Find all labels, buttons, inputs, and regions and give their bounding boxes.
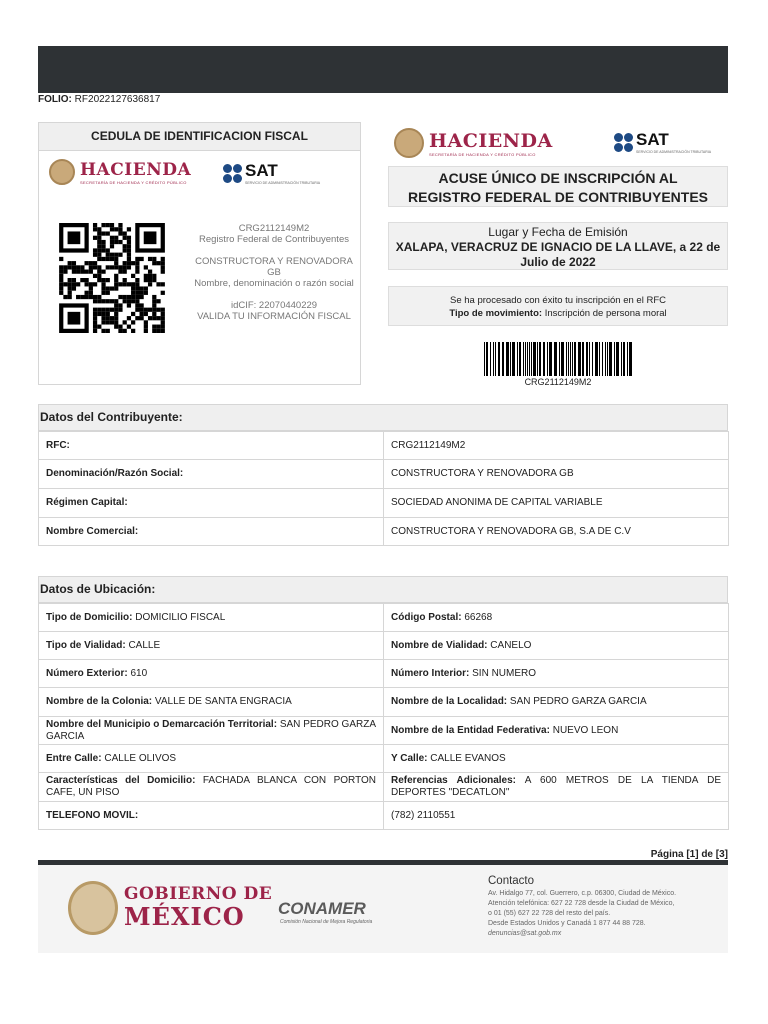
top-banner [38, 46, 728, 93]
table-row [39, 460, 729, 489]
contacto-line: Atención telefónica: 627 22 728 desde la Ciudad de México, [488, 900, 675, 907]
table-row [39, 717, 729, 745]
sat-logo [223, 161, 320, 185]
hacienda-name: HACIENDA [429, 129, 553, 152]
lugar-fecha-box [388, 222, 728, 270]
numero-interior-cell: Número Interior: SIN NUMERO [384, 660, 729, 688]
procesado-box [388, 286, 728, 326]
sat-dots-icon [614, 133, 633, 152]
telefono-value-cell: (782) 2110551 [384, 802, 729, 830]
qr-code-icon [59, 223, 165, 333]
sat-logo [614, 130, 711, 154]
localidad-cell: Nombre de la Localidad: SAN PEDRO GARZA GARCIA [384, 688, 729, 717]
folio [38, 94, 160, 105]
table-row [39, 802, 729, 830]
sat-dots-icon [223, 164, 242, 183]
acuse-logos [388, 124, 728, 166]
conamer-sub: Comisión Nacional de Mejora Regulatoria [280, 919, 373, 925]
table-row [39, 432, 729, 460]
contacto-title: Contacto [488, 875, 535, 887]
barcode-text: CRG2112149M2 [524, 377, 592, 387]
acuse-title-line-1: ACUSE ÚNICO DE INSCRIPCIÓN AL [438, 170, 678, 186]
folio-value: RF2022127636817 [74, 94, 161, 105]
acuse-title-line-2: REGISTRO FEDERAL DE CONTRIBUYENTES [408, 189, 708, 205]
regimen-capital-label: Régimen Capital: [46, 497, 128, 508]
table-row [39, 773, 729, 802]
tipo-vialidad-cell: Tipo de Vialidad: CALLE [39, 632, 384, 660]
numero-exterior-cell: Número Exterior: 610 [39, 660, 384, 688]
table-row [39, 688, 729, 717]
table-row [39, 660, 729, 688]
cedula-info [189, 223, 359, 333]
contribuyente-table [38, 431, 729, 546]
colonia-cell: Nombre de la Colonia: VALLE DE SANTA ENGRACIA [39, 688, 384, 717]
entidad-federativa-cell: Nombre de la Entidad Federativa: NUEVO LEON [384, 717, 729, 745]
rfc-label: RFC: [46, 439, 70, 451]
barcode-icon [482, 342, 634, 378]
cedula-idcif: idCIF: 22070440229 [230, 300, 318, 311]
folio-label: FOLIO: [38, 94, 72, 105]
gobierno-line-1: GOBIERNO DE [124, 884, 273, 904]
hacienda-logo [394, 128, 553, 158]
table-row [39, 604, 729, 632]
regimen-capital-value: SOCIEDAD ANONIMA DE CAPITAL VARIABLE [384, 489, 729, 518]
sat-sub: SERVICIO DE ADMINISTRACIÓN TRIBUTARIA [636, 150, 712, 154]
cedula-name: CONSTRUCTORA Y RENOVADORA GB [195, 256, 353, 278]
contacto-line: Desde Estados Unidos y Canadá 1 877 44 88 728. [488, 920, 646, 927]
y-calle-cell: Y Calle: CALLE EVANOS [384, 745, 729, 773]
lugar-label: Lugar y Fecha de Emisión [488, 225, 628, 239]
sat-sub: SERVICIO DE ADMINISTRACIÓN TRIBUTARIA [245, 181, 321, 185]
tipo-movimiento-label: Tipo de movimiento: [449, 308, 543, 319]
razon-social-label: Denominación/Razón Social: [46, 468, 184, 479]
ubicacion-heading: Datos de Ubicación: [38, 576, 728, 603]
procesado-text: Se ha procesado con éxito tu inscripción en el RFC [450, 295, 666, 306]
acuse-title [388, 166, 728, 207]
lugar-value: XALAPA, VERACRUZ DE IGNACIO DE LA LLAVE, a 22 de Julio de 2022 [395, 240, 721, 269]
cedula-title: CEDULA DE IDENTIFICACION FISCAL [39, 123, 360, 151]
contacto-line: Av. Hidalgo 77, col. Guerrero, c.p. 06300, Ciudad de México. [488, 890, 677, 897]
table-row [39, 745, 729, 773]
tipo-domicilio-cell: Tipo de Domicilio: DOMICILIO FISCAL [39, 604, 384, 632]
contacto [488, 875, 718, 939]
mexico-emblem-icon [394, 128, 424, 158]
table-row [39, 489, 729, 518]
entre-calle-cell: Entre Calle: CALLE OLIVOS [39, 745, 384, 773]
municipio-cell: Nombre del Municipio o Demarcación Territorial: SAN PEDRO GARZA GARCIA [39, 717, 384, 745]
ubicacion-table [38, 603, 729, 830]
cedula-card [38, 122, 361, 385]
cedula-rfc: CRG2112149M2 [238, 223, 310, 234]
razon-social-value: CONSTRUCTORA Y RENOVADORA GB [384, 460, 729, 489]
table-row [39, 632, 729, 660]
referencias-cell: Referencias Adicionales: A 600 METROS DE LA TIENDA DE DEPORTES "DECATLON" [384, 773, 729, 802]
rfc-value: CRG2112149M2 [384, 432, 729, 460]
tipo-movimiento-value: Inscripción de persona moral [544, 308, 667, 319]
hacienda-sub: SECRETARÍA DE HACIENDA Y CRÉDITO PÚBLICO [429, 151, 536, 157]
contribuyente-heading: Datos del Contribuyente: [38, 404, 728, 431]
codigo-postal-cell: Código Postal: 66268 [384, 604, 729, 632]
nombre-comercial-label: Nombre Comercial: [46, 525, 139, 537]
table-row [39, 518, 729, 546]
gobierno-line-2: MÉXICO [124, 902, 245, 931]
conamer-logo: CONAMER [278, 899, 366, 918]
sat-name: SAT [245, 161, 278, 180]
gobierno-logo [124, 885, 272, 930]
cedula-rfc-caption: Registro Federal de Contribuyentes [199, 234, 349, 245]
hacienda-logo [49, 159, 191, 185]
cedula-logos [39, 151, 360, 199]
caracteristicas-cell: Características del Domicilio: FACHADA BLANCA CON PORTON CAFE, UN PISO [39, 773, 384, 802]
cedula-name-caption: Nombre, denominación o razón social [194, 278, 354, 289]
cedula-valida: VALIDA TU INFORMACIÓN FISCAL [197, 311, 351, 322]
mexico-emblem-icon [49, 159, 75, 185]
contacto-line: o 01 (55) 627 22 728 del resto del país. [488, 910, 611, 917]
hacienda-name: HACIENDA [80, 159, 192, 180]
page-number: Página [1] de [3] [650, 849, 728, 860]
nombre-vialidad-cell: Nombre de Vialidad: CANELO [384, 632, 729, 660]
telefono-label-cell: TELEFONO MOVIL: [39, 802, 384, 830]
nombre-comercial-value: CONSTRUCTORA Y RENOVADORA GB, S.A DE C.V [384, 518, 729, 546]
sat-name: SAT [636, 130, 669, 149]
mexico-emblem-icon [68, 881, 118, 935]
hacienda-sub: SECRETARÍA DE HACIENDA Y CRÉDITO PÚBLICO [80, 179, 187, 185]
footer [38, 865, 728, 953]
contacto-email[interactable]: denuncias@sat.gob.mx [488, 930, 562, 937]
